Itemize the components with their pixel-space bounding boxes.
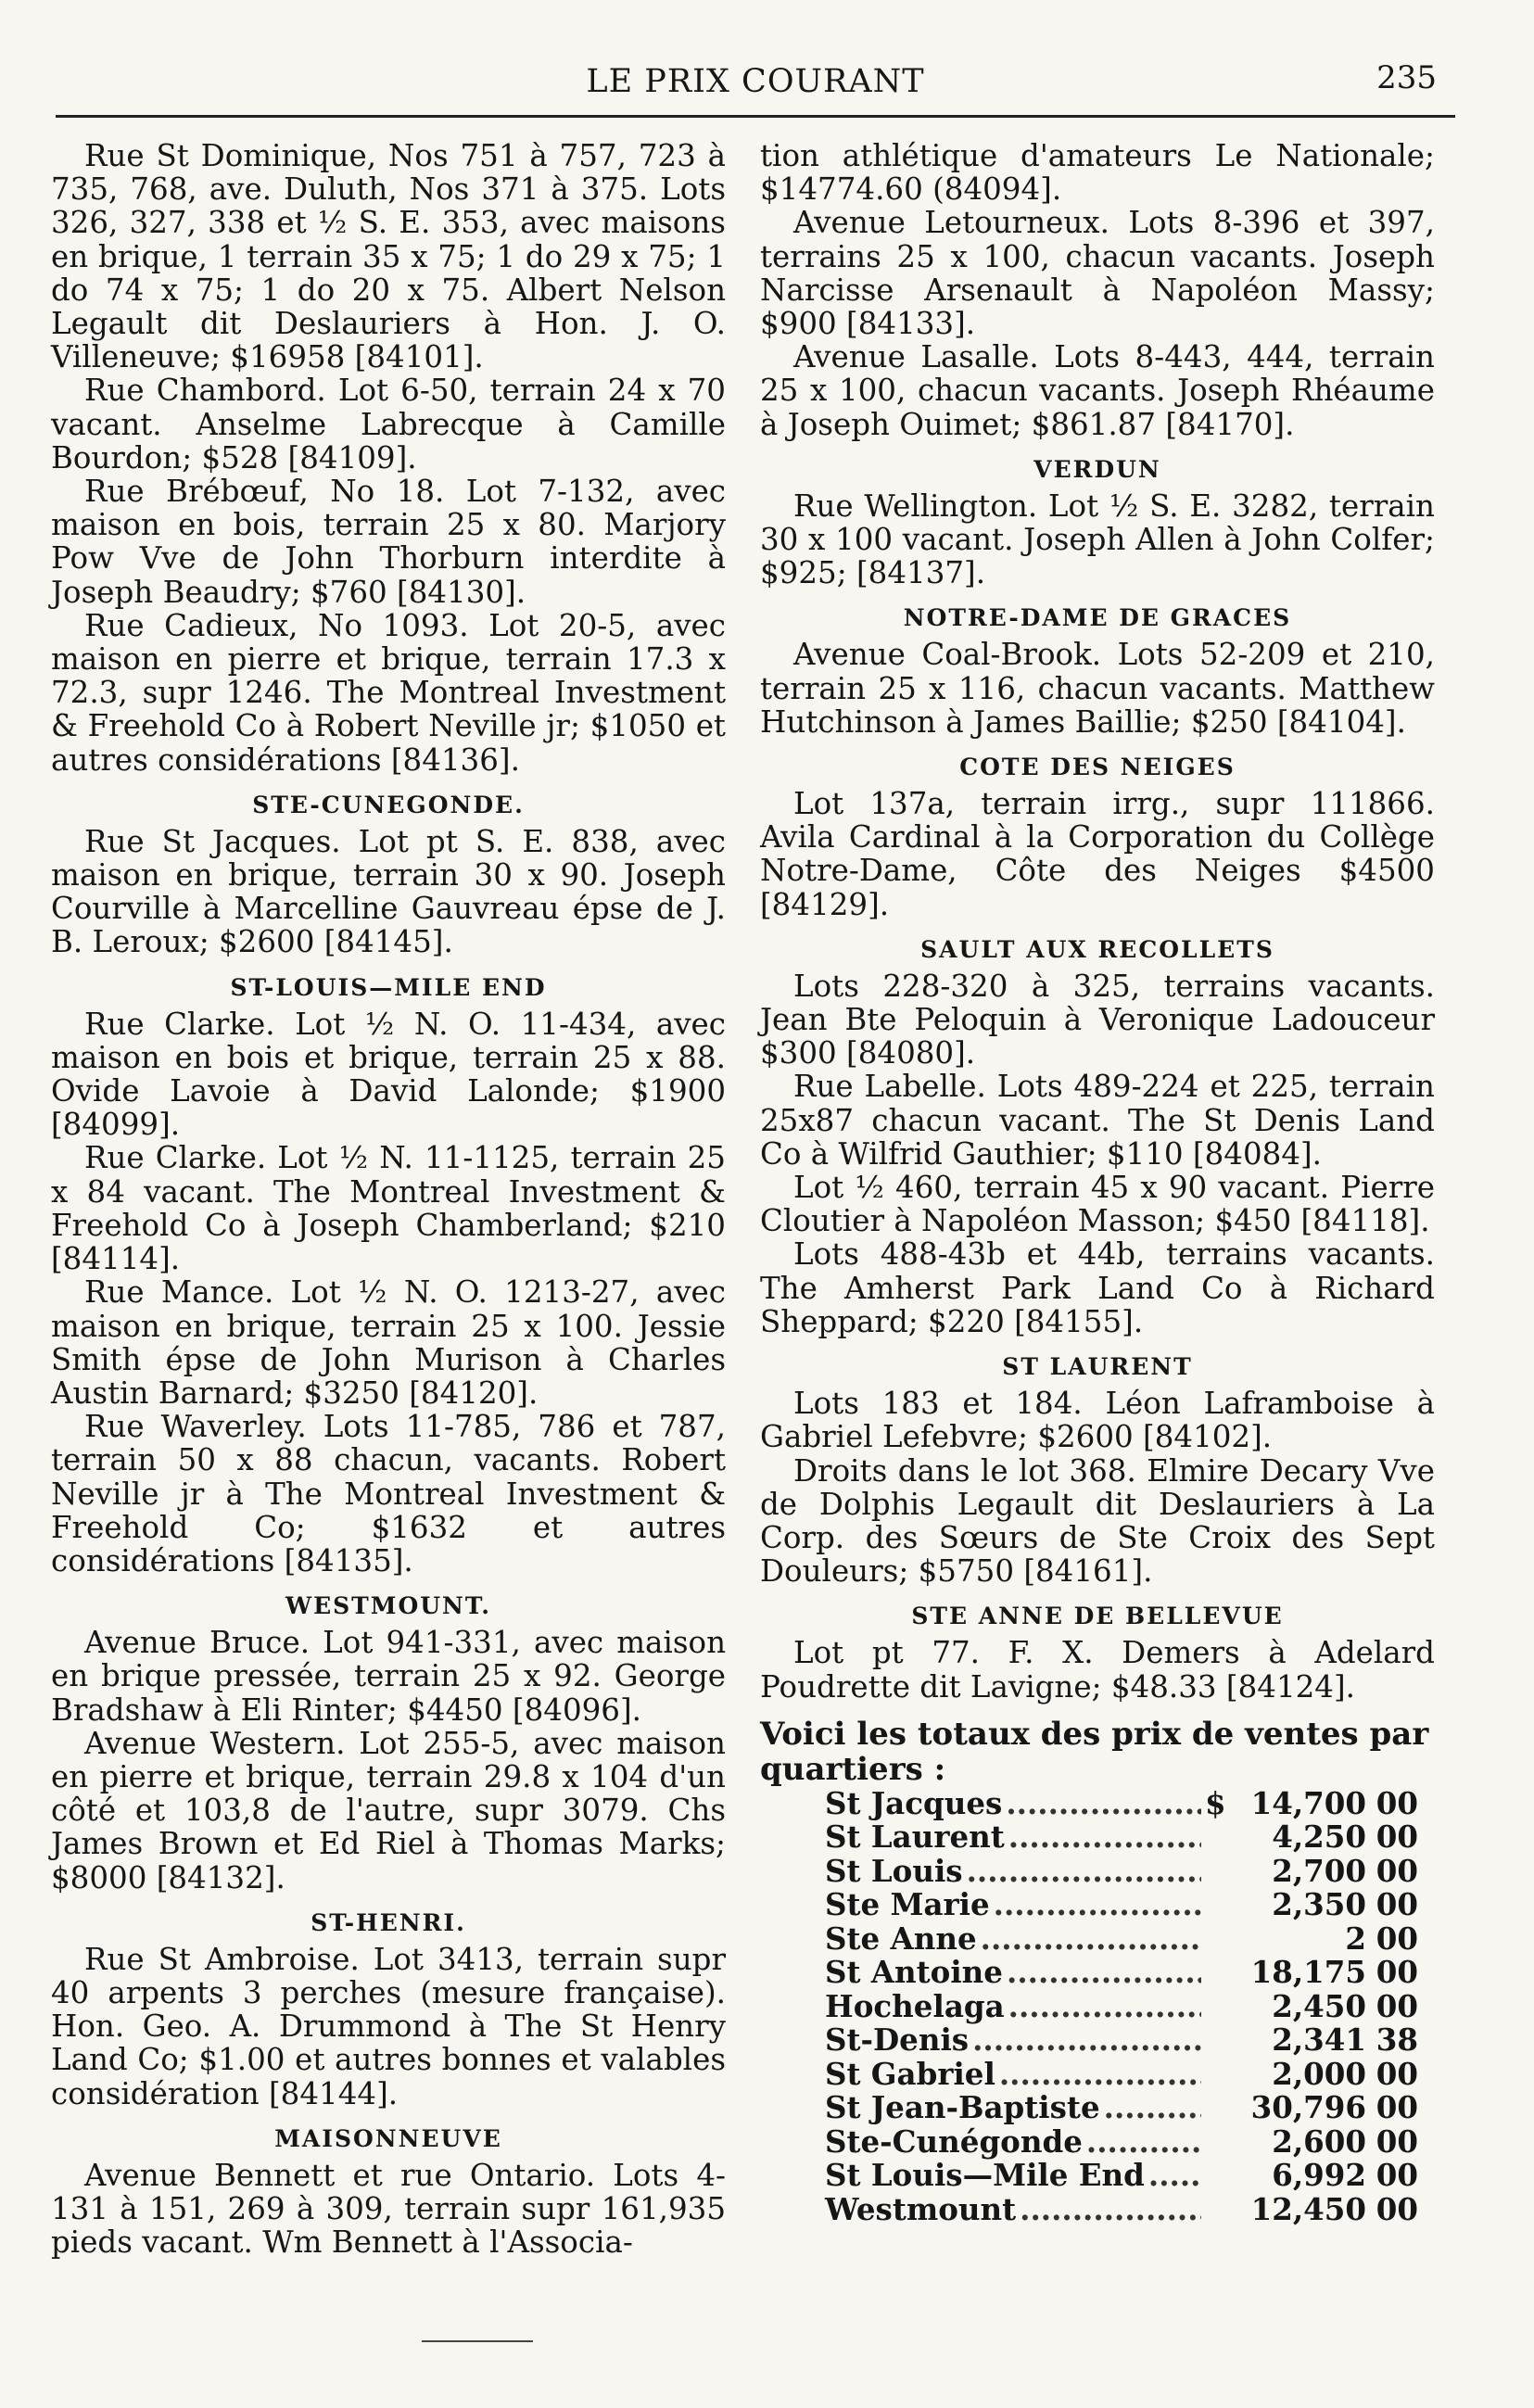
entry-avenue-western: Avenue Western. Lot 255-5, avec maison en pierre et brique, terrain 29.8 x 104 d'un côté et 103,8 de l'autre, supr 3079. Chs James Brown et Ed Riel à Thomas Marks; $8000 [84132].	[51, 1725, 726, 1895]
totals-quarter-name: St Louis—Mile End	[825, 2157, 1145, 2194]
totals-amount: 4,250	[1272, 1819, 1366, 1856]
entry-lots-183-184: Lots 183 et 184. Léon Laframboise à Gabriel Lefebvre; $2600 [84102].	[760, 1386, 1435, 1455]
section-heading-sault-aux-recollets: SAULT AUX RECOLLETS	[920, 935, 1274, 963]
entry-avenue-bruce: Avenue Bruce. Lot 941-331, avec maison en brique pressée, terrain 25 x 92. George Bradshaw à Eli Rinter; $4450 [84096].	[51, 1625, 726, 1728]
totals-quarter-name: Ste Marie	[825, 1886, 990, 1923]
totals-cents: 00	[1376, 1920, 1418, 1957]
totals-row	[825, 2159, 1418, 2193]
left-column	[51, 139, 726, 2259]
totals-heading: Voici les totaux des prix de ventes par quartiers :	[760, 1715, 1429, 1788]
entry-rue-st-jacques: Rue St Jacques. Lot pt S. E. 838, avec maison en brique, terrain 30 x 90. Joseph Courville à Marcelline Gauvreau épse de J. B. Leroux; $2600 [84145].	[51, 823, 726, 960]
totals-cents: 00	[1376, 1784, 1418, 1821]
entry-rue-chambord: Rue Chambord. Lot 6-50, terrain 24 x 70 vacant. Anselme Labrecque à Camille Bourdon; $528 [84109].	[51, 373, 726, 475]
section-heading-maisonneuve: MAISONNEUVE	[274, 2124, 502, 2152]
section-heading-ste-anne-de-bellevue: STE ANNE DE BELLEVUE	[911, 1603, 1284, 1630]
totals-quarter-name: St Laurent	[825, 1819, 1005, 1856]
totals-cents: 00	[1376, 1852, 1418, 1889]
entry-rue-clarke-2: Rue Clarke. Lot ½ N. 11-1125, terrain 25 x 84 vacant. The Montreal Investment & Freehold Co à Joseph Chamberland; $210 [84114].	[51, 1140, 726, 1277]
totals-row	[825, 1956, 1418, 1990]
totals-row	[825, 2190, 1418, 2227]
totals-quarter-name: Westmount	[825, 2190, 1017, 2227]
totals-cents: 00	[1376, 1819, 1418, 1856]
entry-avenue-letourneux: Avenue Letourneux. Lots 8-396 et 397, terrains 25 x 100, chacun vacants. Joseph Narcisse Arsenault à Napoléon Massy; $900 [84133].	[760, 205, 1435, 342]
totals-row	[825, 1888, 1418, 1922]
entry-lots-488-43b: Lots 488-43b et 44b, terrains vacants. The Amherst Park Land Co à Richard Sheppard; $220 [84155].	[760, 1236, 1435, 1339]
section-heading-cote-des-neiges: COTE DES NEIGES	[959, 754, 1236, 781]
entry-avenue-bennett: Avenue Bennett et rue Ontario. Lots 4-131 à 151, 269 à 309, terrain supr 161,935 pieds vacant. Wm Bennett à l'Associa-	[51, 2157, 726, 2261]
publication-title: LE PRIX COURANT	[586, 63, 925, 100]
entry-rue-labelle: Rue Labelle. Lots 489-224 et 225, terrain 25x87 chacun vacant. The St Denis Land Co à Wilfrid Gauthier; $110 [84084].	[760, 1069, 1435, 1172]
page-number: 235	[1376, 59, 1437, 96]
totals-amount: 18,175	[1250, 1954, 1366, 1991]
entry-continuation-association: tion athlétique d'amateurs Le Nationale; $14774.60 (84094].	[760, 138, 1435, 208]
totals-quarter-name: Ste-Cunégonde	[825, 2123, 1083, 2160]
totals-amount: 2,600	[1272, 2123, 1366, 2160]
entry-rue-cadieux: Rue Cadieux, No 1093. Lot 20-5, avec maison en pierre et brique, terrain 17.3 x 72.3, supr 1246. The Montreal Investment & Freehold Co à Robert Neville jr; $1050 et autres considérations [84136].	[51, 607, 726, 778]
totals-quarter-name: Ste Anne	[825, 1920, 977, 1957]
totals-amount: 2,350	[1272, 1886, 1366, 1923]
totals-table	[825, 1784, 1418, 2227]
totals-cents: 00	[1376, 2190, 1418, 2227]
totals-cents: 00	[1376, 2055, 1418, 2092]
totals-row	[825, 2125, 1418, 2160]
totals-row	[825, 2091, 1418, 2125]
totals-currency: $	[1205, 1784, 1226, 1821]
totals-amount: 12,450	[1250, 2190, 1366, 2227]
totals-quarter-name: St Jacques	[825, 1784, 1003, 1821]
totals-amount: 2,450	[1272, 1987, 1366, 2024]
entry-avenue-lasalle: Avenue Lasalle. Lots 8-443, 444, terrain 25 x 100, chacun vacants. Joseph Rhéaume à Joseph Ouimet; $861.87 [84170].	[760, 339, 1435, 442]
totals-amount: 2	[1345, 1920, 1366, 1957]
totals-cents: 00	[1376, 1886, 1418, 1923]
footer-rule	[422, 2340, 533, 2342]
totals-row	[825, 1820, 1418, 1855]
totals-cents: 00	[1376, 1954, 1418, 1991]
totals-quarter-name: St Louis	[825, 1852, 963, 1889]
entry-avenue-coal-brook: Avenue Coal-Brook. Lots 52-209 et 210, terrain 25 x 116, chacun vacants. Matthew Hutchinson à James Baillie; $250 [84104].	[760, 637, 1435, 740]
section-heading-westmount: WESTMOUNT.	[285, 1592, 491, 1620]
section-heading-notre-dame-de-graces: NOTRE-DAME DE GRACES	[903, 604, 1292, 632]
entry-lot-137a: Lot 137a, terrain irrg., supr 111866. Avila Cardinal à la Corporation du Collège Notre-Dame, Côte des Neiges $4500 [84129].	[760, 786, 1435, 922]
totals-row	[825, 2055, 1418, 2092]
totals-row	[825, 2023, 1418, 2058]
totals-row	[825, 1922, 1418, 1957]
entry-rue-breboeuf: Rue Brébœuf, No 18. Lot 7-132, avec maison en bois, terrain 25 x 80. Marjory Pow Vve de John Thorburn interdite à Joseph Beaudry; $760 [84130].	[51, 474, 726, 610]
totals-quarter-name: Hochelaga	[825, 1987, 1005, 2024]
totals-amount: 2,341	[1272, 2021, 1366, 2059]
totals-amount: 14,700	[1250, 1784, 1366, 1821]
totals-amount: 2,700	[1272, 1852, 1366, 1889]
entry-lot-460: Lot ½ 460, terrain 45 x 90 vacant. Pierre Cloutier à Napoléon Masson; $450 [84118].	[760, 1170, 1435, 1239]
totals-quarter-name: St Antoine	[825, 1954, 1003, 1991]
right-column	[760, 139, 1435, 2226]
section-heading-st-louis-mile-end: ST-LOUIS—MILE END	[230, 973, 547, 1001]
entry-rue-waverley: Rue Waverley. Lots 11-785, 786 et 787, terrain 50 x 88 chacun, vacants. Robert Neville jr à The Montreal Investment & Freehold Co; $1632 et autres considérations [84135].	[51, 1409, 726, 1578]
page-header	[56, 57, 1455, 113]
section-heading-st-henri: ST-HENRI.	[311, 1908, 466, 1936]
totals-quarter-name: St Gabriel	[825, 2055, 995, 2092]
header-rule	[56, 115, 1455, 118]
totals-row	[825, 1987, 1418, 2024]
totals-cents: 38	[1376, 2021, 1418, 2059]
entry-rue-mance: Rue Mance. Lot ½ N. O. 1213-27, avec maison en brique, terrain 25 x 100. Jessie Smith épse de John Murison à Charles Austin Barnard; $3250 [84120].	[51, 1274, 726, 1411]
totals-quarter-name: St Jean-Baptiste	[825, 2089, 1100, 2126]
entry-rue-wellington: Rue Wellington. Lot ½ S. E. 3282, terrain 30 x 100 vacant. Joseph Allen à John Colfer; $925; [84137].	[760, 488, 1435, 591]
totals-amount: 6,992	[1272, 2157, 1366, 2194]
entry-lots-228-320: Lots 228-320 à 325, terrains vacants. Jean Bte Peloquin à Veronique Ladouceur $300 [84080].	[760, 968, 1435, 1071]
totals-row	[825, 1852, 1418, 1889]
entry-rue-clarke-1: Rue Clarke. Lot ½ N. O. 11-434, avec maison en bois et brique, terrain 25 x 88. Ovide Lavoie à David Lalonde; $1900 [84099].	[51, 1006, 726, 1143]
section-heading-st-laurent: ST LAURENT	[1002, 1353, 1193, 1381]
totals-amount: 2,000	[1272, 2055, 1366, 2092]
section-heading-ste-cunegonde: STE-CUNEGONDE.	[252, 791, 525, 818]
section-heading-verdun: VERDUN	[1033, 455, 1161, 483]
totals-amount: 30,796	[1250, 2089, 1366, 2126]
totals-quarter-name: St-Denis	[825, 2021, 970, 2059]
entry-rue-st-dominique: Rue St Dominique, Nos 751 à 757, 723 à 735, 768, ave. Duluth, Nos 371 à 375. Lots 326, 327, 338 et ½ S. E. 353, avec maisons en brique, 1 terrain 35 x 75; 1 do 29 x 75; 1 do 74 x 75; 1 do 20 x 75. Albert Nelson Legault dit Deslauriers à Hon. J. O. Villeneuve; $16958 [84101].	[51, 138, 726, 375]
entry-droits-lot-368: Droits dans le lot 368. Elmire Decary Vve de Dolphis Legault dit Deslauriers à La Corp. des Sœurs de Ste Croix des Sept Douleurs; $5750 [84161].	[760, 1452, 1435, 1590]
totals-row	[825, 1784, 1418, 1821]
totals-cents: 00	[1376, 1987, 1418, 2024]
totals-cents: 00	[1376, 2157, 1418, 2194]
totals-cents: 00	[1376, 2123, 1418, 2160]
totals-cents: 00	[1376, 2089, 1418, 2126]
entry-lot-pt-77: Lot pt 77. F. X. Demers à Adelard Poudrette dit Lavigne; $48.33 [84124].	[760, 1635, 1435, 1705]
entry-rue-st-ambroise: Rue St Ambroise. Lot 3413, terrain supr 40 arpents 3 perches (mesure française). Hon. Geo. A. Drummond à The St Henry Land Co; $1.00 et autres bonnes et valables considération [84144].	[51, 1941, 726, 2111]
